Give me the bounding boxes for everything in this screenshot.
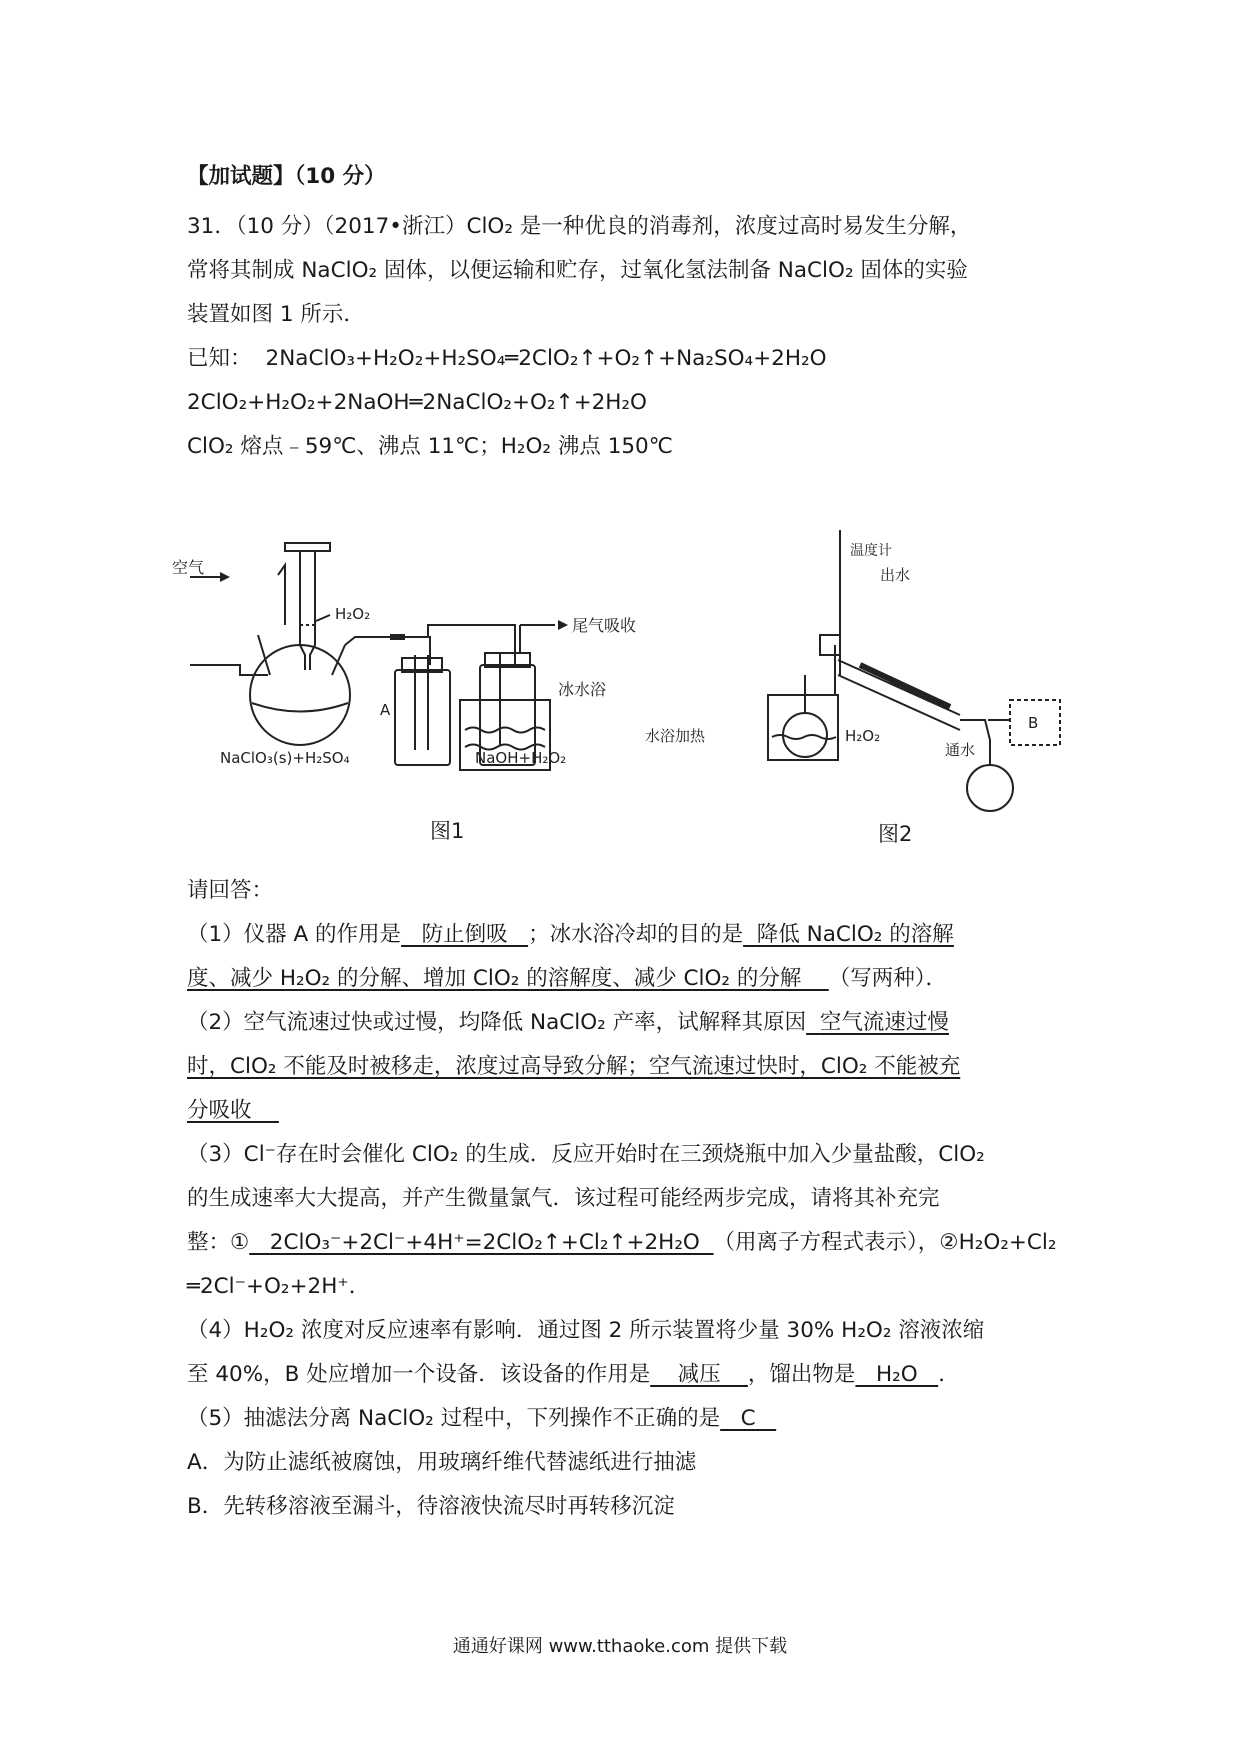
figure-2-caption: 图2: [878, 822, 913, 846]
fig2-label-water-in: 通水: [945, 741, 976, 759]
part-3-line-3: [187, 1228, 1057, 1258]
known-equation-2: 2ClO₂+H₂O₂+2NaOH═2NaClO₂+O₂↑+2H₂O: [187, 390, 647, 415]
figure-2-apparatus: [645, 525, 1070, 825]
page-footer: 通通好课网 www.tthaoke.com 提供下载: [452, 1636, 788, 1657]
part-3-text-d: （用离子方程式表示），②H₂O₂+Cl₂: [713, 1230, 1057, 1255]
question-intro-line-3: 装置如图 1 所示．: [187, 302, 365, 327]
fig2-label-water-bath: 水浴加热: [645, 727, 706, 745]
fig1-label-ice-bath: 冰水浴: [558, 680, 607, 699]
question-intro-line-2: 常将其制成 NaClO₂ 固体，以便运输和贮存，过氧化氢法制备 NaClO₂ 固体的实验: [187, 258, 968, 283]
fig1-label-absorber: NaOH+H₂O₂: [475, 749, 567, 767]
fig1-label-tail-gas: 尾气吸收: [572, 616, 637, 635]
fig1-label-air: 空气: [172, 558, 205, 577]
figure-1-apparatus: [172, 525, 740, 785]
fig2-label-h2o2: H₂O₂: [845, 727, 881, 745]
part-1-text-c: （写两种）．: [828, 966, 947, 991]
option-a: A．为防止滤纸被腐蚀，用玻璃纤维代替滤纸进行抽滤: [187, 1450, 697, 1475]
part-1-line-1: [187, 920, 954, 950]
fig1-label-flask-content: NaClO₃(s)+H₂SO₄: [220, 749, 350, 767]
fig1-label-h2o2: H₂O₂: [335, 605, 371, 623]
intro-text-1: （10 分）（2017•浙江）ClO₂ 是一种优良的消毒剂，浓度过高时易发生分解，: [235, 214, 972, 239]
part-2-line-2: [187, 1052, 960, 1082]
fig2-label-b: B: [1028, 714, 1039, 732]
part-2-answer-b: 时，ClO₂ 不能及时被移走，浓度过高导致分解；空气流速过快时，ClO₂ 不能被充: [187, 1054, 961, 1079]
part-4-answer-1: 减压: [677, 1362, 721, 1387]
part-3-line-4: ═2Cl⁻+O₂+2H⁺．: [187, 1274, 371, 1299]
part-1-answer-2a: 降低 NaClO₂ 的溶解: [756, 922, 954, 947]
known-label: 已知：: [187, 346, 252, 371]
known-equation-1: [187, 344, 827, 374]
fig1-label-a: A: [380, 701, 391, 719]
part-1-line-2: [187, 964, 947, 994]
part-1-text-a: （1）仪器 A 的作用是: [187, 922, 402, 947]
part-4-answer-2: H₂O: [875, 1362, 918, 1387]
part-5-text-a: （5）抽滤法分离 NaClO₂ 过程中，下列操作不正确的是: [187, 1406, 721, 1431]
part-3-text-c: 整：①: [187, 1230, 250, 1255]
question-intro-line-1: [187, 212, 971, 242]
part-1-answer-1: 防止倒吸: [421, 922, 508, 947]
part-2-answer-c: 分吸收: [187, 1098, 252, 1123]
part-1-text-b: ；冰水浴冷却的目的是: [528, 922, 744, 947]
part-4-text-b: 至 40%，B 处应增加一个设备．该设备的作用是: [187, 1362, 651, 1387]
equation-1: 2NaClO₃+H₂O₂+H₂SO₄═2ClO₂↑+O₂↑+Na₂SO₄+2H₂O: [265, 346, 827, 371]
part-3-line-2: 的生成速率大大提高，并产生微量氯气．该过程可能经两步完成，请将其补充完: [187, 1186, 940, 1211]
section-heading: 【加试题】（10 分）: [187, 164, 386, 189]
option-b: B．先转移溶液至漏斗，待溶液快流尽时再转移沉淀: [187, 1494, 675, 1519]
part-1-answer-2b: 度、减少 H₂O₂ 的分解、增加 ClO₂ 的溶解度、减少 ClO₂ 的分解: [187, 966, 802, 991]
part-5-answer: C: [740, 1406, 756, 1431]
known-properties: ClO₂ 熔点﹣59℃、沸点 11℃；H₂O₂ 沸点 150℃: [187, 434, 673, 459]
part-2-line-3: [187, 1096, 279, 1126]
part-4-line-1: （4）H₂O₂ 浓度对反应速率有影响．通过图 2 所示装置将少量 30% H₂O₂ 溶液浓缩: [187, 1318, 985, 1343]
part-2-line-1: [187, 1008, 949, 1038]
fig2-label-thermometer: 温度计: [850, 543, 892, 559]
part-3-line-1: （3）Cl⁻存在时会催化 ClO₂ 的生成．反应开始时在三颈烧瓶中加入少量盐酸，ClO₂: [187, 1142, 985, 1167]
part-4-text-d: ．: [938, 1362, 960, 1387]
part-5-line-1: [187, 1404, 776, 1434]
part-2-text-a: （2）空气流速过快或过慢，均降低 NaClO₂ 产率，试解释其原因: [187, 1010, 807, 1035]
part-4-line-2: [187, 1360, 960, 1390]
answer-prompt: 请回答：: [187, 878, 274, 903]
fig2-label-water-out: 出水: [880, 566, 911, 584]
figure-1-caption: 图1: [430, 819, 465, 843]
part-3-answer: 2ClO₃⁻+2Cl⁻+4H⁺=2ClO₂↑+Cl₂↑+2H₂O: [269, 1230, 700, 1255]
part-2-answer-a: 空气流速过慢: [819, 1010, 949, 1035]
part-4-text-c: ，馏出物是: [747, 1362, 856, 1387]
question-number: 31．: [187, 214, 236, 239]
